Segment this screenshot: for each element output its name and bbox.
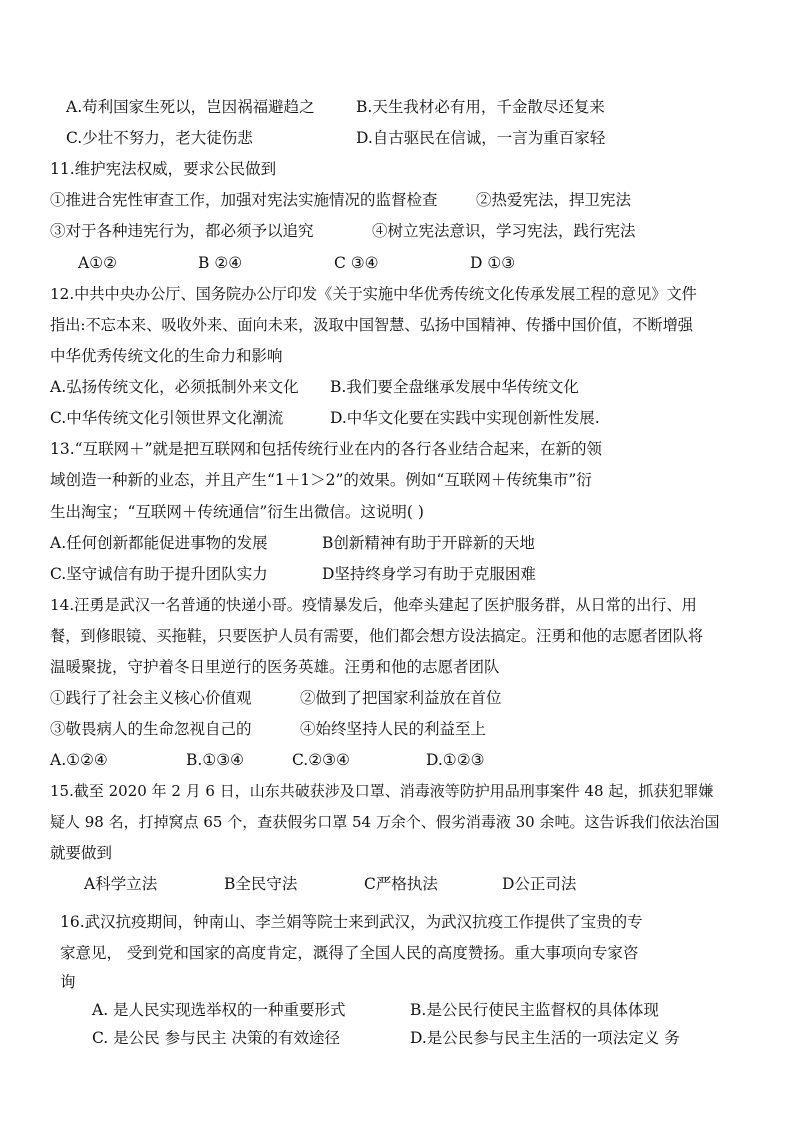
q13-stem-line-2: 域创造一种新的业态，并且产生“1＋1＞2”的效果。例如“互联网＋传统集市”衍: [50, 471, 592, 489]
q14-option-d: D.①②③: [426, 751, 485, 769]
q13-option-c: C.坚守诚信有助于提升团队实力: [50, 565, 268, 583]
q14-statement-1: ①践行了社会主义核心价值观: [50, 689, 252, 707]
q15-stem-line-1: 15.截至 2020 年 2 月 6 日，山东共破获涉及口罩、消毒液等防护用品刑事案件 48 起，抓获犯罪嫌: [50, 782, 714, 800]
q11-option-a: A①②: [78, 254, 117, 272]
q12-stem-line-3: 中华优秀传统文化的生命力和影响: [50, 347, 283, 365]
q11-statement-2: ②热爱宪法，捍卫宪法: [476, 191, 632, 209]
q10-option-b: B.天生我材必有用，千金散尽还复来: [356, 98, 605, 116]
q10-option-a: A.苟利国家生死以，岂因祸福避趋之: [66, 98, 315, 116]
q11-statement-3: ③对于各种违宪行为，都必须予以追究: [50, 222, 314, 240]
q11-option-d: D ①③: [470, 254, 516, 272]
q12-option-b: B.我们要全盘继承发展中华传统文化: [330, 378, 579, 396]
q14-stem-line-1: 14.汪勇是武汉一名普通的快递小哥。疫情暴发后，他牵头建起了医护服务群，从日常的出行、用: [50, 596, 697, 614]
q13-stem-line-1: 13.“互联网＋”就是把互联网和包括传统行业在内的各行各业结合起来，在新的领: [50, 440, 603, 458]
q16-stem-line-3: 询: [60, 973, 76, 991]
q11-stem: 11.维护宪法权威，要求公民做到: [50, 160, 277, 178]
q12-option-c: C.中华传统文化引领世界文化潮流: [50, 409, 284, 427]
q15-stem-line-3: 就要做到: [50, 844, 113, 862]
q16-option-a: A. 是人民实现选举权的一种重要形式: [92, 1001, 346, 1019]
q14-option-a: A.①②④: [50, 751, 108, 769]
q16-stem-line-1: 16.武汉抗疫期间，钟南山、李兰娟等院士来到武汉，为武汉抗疫工作提供了宝贵的专: [60, 913, 643, 931]
q10-option-d: D.自古驱民在信诚，一言为重百家轻: [356, 129, 606, 147]
q15-option-c: C严格执法: [364, 875, 438, 893]
q16-stem-line-2: 家意见， 受到党和国家的高度肯定，溉得了全国人民的高度赞扬。重大事项向专家咨: [60, 944, 639, 962]
q15-option-a: A科学立法: [84, 875, 158, 893]
q14-statement-4: ④始终坚持人民的利益至上: [300, 720, 487, 738]
q15-option-b: B全民守法: [224, 875, 298, 893]
q10-option-c: C.少壮不努力，老大徒伤悲: [66, 129, 253, 147]
q15-option-d: D公正司法: [502, 875, 577, 893]
q12-stem-line-1: 12.中共中央办公厅、国务院办公厅印发《关于实施中华优秀传统文化传承发展工程的意见》文件: [50, 285, 697, 303]
q12-stem-line-2: 指出:不忘本来、吸收外来、面向未来，汲取中国智慧、弘扬中国精神、传播中国价值，不断增强: [50, 316, 693, 334]
q13-option-b: B创新精神有助于开辟新的天地: [322, 534, 535, 552]
q12-option-d: D.中华文化要在实践中实现创新性发展.: [330, 409, 600, 427]
q13-stem-line-3: 生出淘宝；“互联网＋传统通信”衍生出微信。这说明( ): [50, 503, 424, 521]
q16-option-d: D.是公民参与民主生活的一项法定义 务: [410, 1029, 680, 1047]
q11-option-b: B ②④: [198, 254, 243, 272]
q11-option-c: C ③④: [334, 254, 379, 272]
q14-stem-line-3: 温暖聚拢，守护着冬日里逆行的医务英雄。汪勇和他的志愿者团队: [50, 658, 500, 676]
q11-statement-4: ④树立宪法意识，学习宪法，践行宪法: [372, 222, 636, 240]
q14-option-b: B.①③④: [186, 751, 245, 769]
q16-option-c: C. 是公民 参与民主 决策的有效途径: [92, 1029, 341, 1047]
q14-statement-2: ②做到了把国家利益放在首位: [300, 689, 502, 707]
q14-stem-line-2: 餐，到修眼镜、买拖鞋，只要医护人员有需要，他们都会想方设法搞定。汪勇和他的志愿者团队将: [50, 627, 704, 645]
q14-statement-3: ③敬畏病人的生命忽视自己的: [50, 720, 252, 738]
q15-stem-line-2: 疑人 98 名，打掉窝点 65 个，查获假劣口罩 54 万余个、假劣消毒液 30 余吨。这告诉我们依法治国: [50, 813, 720, 831]
q13-option-a: A.任何创新都能促进事物的发展: [50, 534, 268, 552]
q12-option-a: A.弘扬传统文化，必须抵制外来文化: [50, 378, 299, 396]
q13-option-d: D坚持终身学习有助于克服困难: [322, 565, 536, 583]
q14-option-c: C.②③④: [292, 751, 350, 769]
q16-option-b: B.是公民行使民主监督权的具体体现: [410, 1001, 659, 1019]
q11-statement-1: ①推进合宪性审查工作，加强对宪法实施情况的监督检查: [50, 191, 438, 209]
